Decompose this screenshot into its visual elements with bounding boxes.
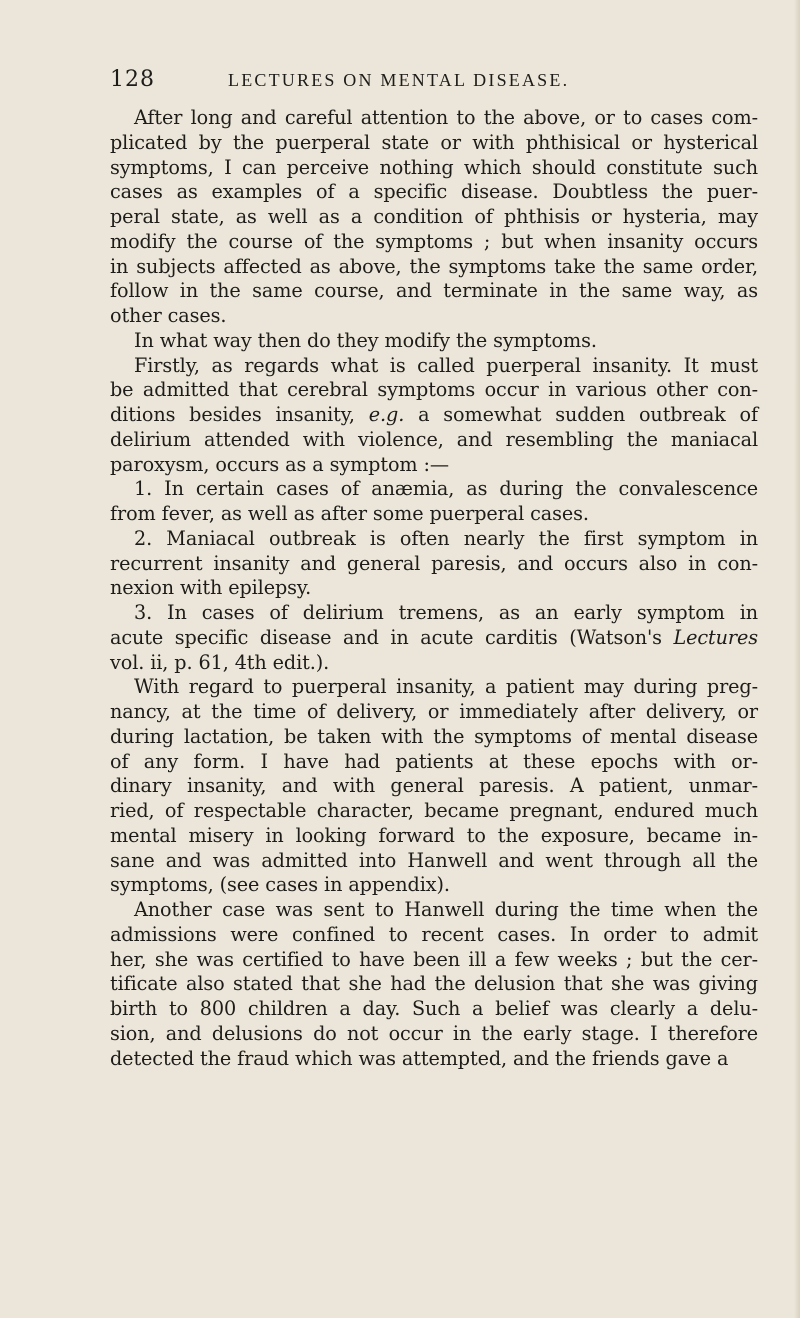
running-head: [110, 64, 750, 96]
text-segment: vol. ii, p. 61, 4th edit.).: [110, 650, 330, 674]
text-segment: nexion with epilepsy.: [110, 576, 312, 600]
text-segment: 2. Maniacal outbreak is often nearly the first symptom in: [134, 526, 758, 550]
text-segment: symptoms, I can perceive nothing which should constitute such: [110, 155, 758, 179]
text-line: [110, 997, 758, 1022]
text-segment: In what way then do they modify the symptoms.: [134, 328, 597, 352]
text-segment: 3. In cases of delirium tremens, as an early symptom in: [134, 601, 758, 624]
text-segment: tificate also stated that she had the delusion that she was giving: [110, 972, 758, 996]
text-line: [110, 180, 758, 205]
text-segment: in subjects affected as above, the symptoms take the same order,: [110, 254, 758, 278]
text-line: [110, 626, 758, 651]
paragraph: [110, 106, 758, 329]
text-segment: 1. In certain cases of anæmia, as during the convalescence: [134, 477, 758, 501]
paragraph: [110, 477, 758, 527]
text-segment: admissions were confined to recent cases. In order to admit: [110, 922, 758, 946]
text-segment: be admitted that cerebral symptoms occur in various other con-: [110, 378, 758, 402]
text-line: [110, 279, 758, 304]
text-line: [110, 576, 758, 601]
paragraph: [110, 354, 758, 478]
paragraph: [110, 527, 758, 601]
text-segment: modify the course of the symptoms ; but when insanity occurs: [110, 229, 758, 253]
text-line: [110, 131, 758, 156]
text-line: [110, 700, 758, 725]
text-segment: during lactation, be taken with the symptoms of mental disease: [110, 724, 758, 748]
text-segment: ried, of respectable character, became pregnant, endured much: [110, 799, 758, 822]
text-segment: of any form. I have had patients at these epochs with or-: [110, 749, 758, 773]
text-line: [110, 453, 758, 478]
text-line: [110, 948, 758, 973]
text-line: [110, 750, 758, 775]
text-line: [110, 403, 758, 428]
text-segment: a somewhat sudden outbreak of: [404, 403, 758, 426]
text-line: [110, 255, 758, 280]
text-segment: nancy, at the time of delivery, or immediately after delivery, or: [110, 700, 758, 723]
text-line: [110, 873, 758, 898]
text-segment: birth to 800 children a day. Such a belief was clearly a delu-: [110, 997, 758, 1020]
text-line: [110, 675, 758, 700]
text-segment: recurrent insanity and general paresis, and occurs also in con-: [110, 551, 758, 575]
text-segment: her, she was certified to have been ill a few weeks ; but the cer-: [110, 947, 758, 971]
text-segment: delirium attended with violence, and resembling the maniacal: [110, 427, 758, 451]
text-segment: other cases.: [110, 304, 227, 327]
text-segment: After long and careful attention to the above, or to cases com-: [134, 106, 758, 129]
text-segment: detected the fraud which was attempted, and the friends gave a: [110, 1046, 729, 1070]
text-segment: symptoms, (see cases in appendix).: [110, 873, 450, 897]
text-line: [110, 725, 758, 750]
text-line: [110, 923, 758, 948]
text-segment: dinary insanity, and with general paresis. A patient, unmar-: [110, 774, 758, 798]
text-line: [110, 354, 758, 379]
page-number: 128: [110, 67, 155, 92]
text-line: [110, 898, 758, 923]
text-line: [110, 1047, 758, 1072]
page-edge-shadow: [794, 0, 800, 1318]
text-line: [110, 799, 758, 824]
paragraph: [110, 601, 758, 675]
text-segment: acute specific disease and in acute carditis (Watson's: [110, 625, 674, 649]
text-line: [110, 230, 758, 255]
text-line: [110, 106, 758, 131]
text-segment: sane and was admitted into Hanwell and went through all the: [110, 848, 758, 872]
text-segment: With regard to puerperal insanity, a patient may during preg-: [134, 675, 758, 699]
text-line: [110, 329, 758, 354]
text-segment: paroxysm, occurs as a symptom :—: [110, 452, 449, 476]
text-line: [110, 1022, 758, 1047]
text-line: [110, 156, 758, 181]
paragraph: [110, 329, 758, 354]
italic-text: Lectures: [673, 625, 758, 649]
text-segment: Another case was sent to Hanwell during the time when the: [134, 898, 758, 921]
running-title: LECTURES ON MENTAL DISEASE.: [228, 70, 570, 90]
paragraph: [110, 898, 758, 1071]
text-segment: plicated by the puerperal state or with phthisical or hysterical: [110, 130, 758, 154]
italic-text: e.g.: [368, 403, 405, 426]
text-line: [110, 824, 758, 849]
text-line: [110, 378, 758, 403]
text-segment: ditions besides insanity,: [110, 403, 369, 426]
text-line: [110, 502, 758, 527]
text-line: [110, 205, 758, 230]
paragraph: [110, 675, 758, 898]
text-line: [110, 774, 758, 799]
text-segment: peral state, as well as a condition of phthisis or hysteria, may: [110, 205, 758, 228]
text-segment: follow in the same course, and terminate in the same way, as: [110, 279, 758, 303]
text-line: [110, 304, 758, 329]
text-line: [110, 651, 758, 676]
text-line: [110, 601, 758, 626]
text-segment: mental misery in looking forward to the exposure, became in-: [110, 823, 758, 847]
text-line: [110, 972, 758, 997]
text-line: [110, 428, 758, 453]
text-line: [110, 849, 758, 874]
text-line: [110, 552, 758, 577]
text-segment: Firstly, as regards what is called puerperal insanity. It must: [134, 353, 758, 377]
text-segment: from fever, as well as after some puerperal cases.: [110, 502, 589, 525]
body-text: [110, 106, 758, 1071]
text-line: [110, 477, 758, 502]
text-segment: sion, and delusions do not occur in the early stage. I therefore: [110, 1021, 758, 1045]
text-segment: cases as examples of a specific disease. Doubtless the puer-: [110, 180, 758, 204]
text-line: [110, 527, 758, 552]
